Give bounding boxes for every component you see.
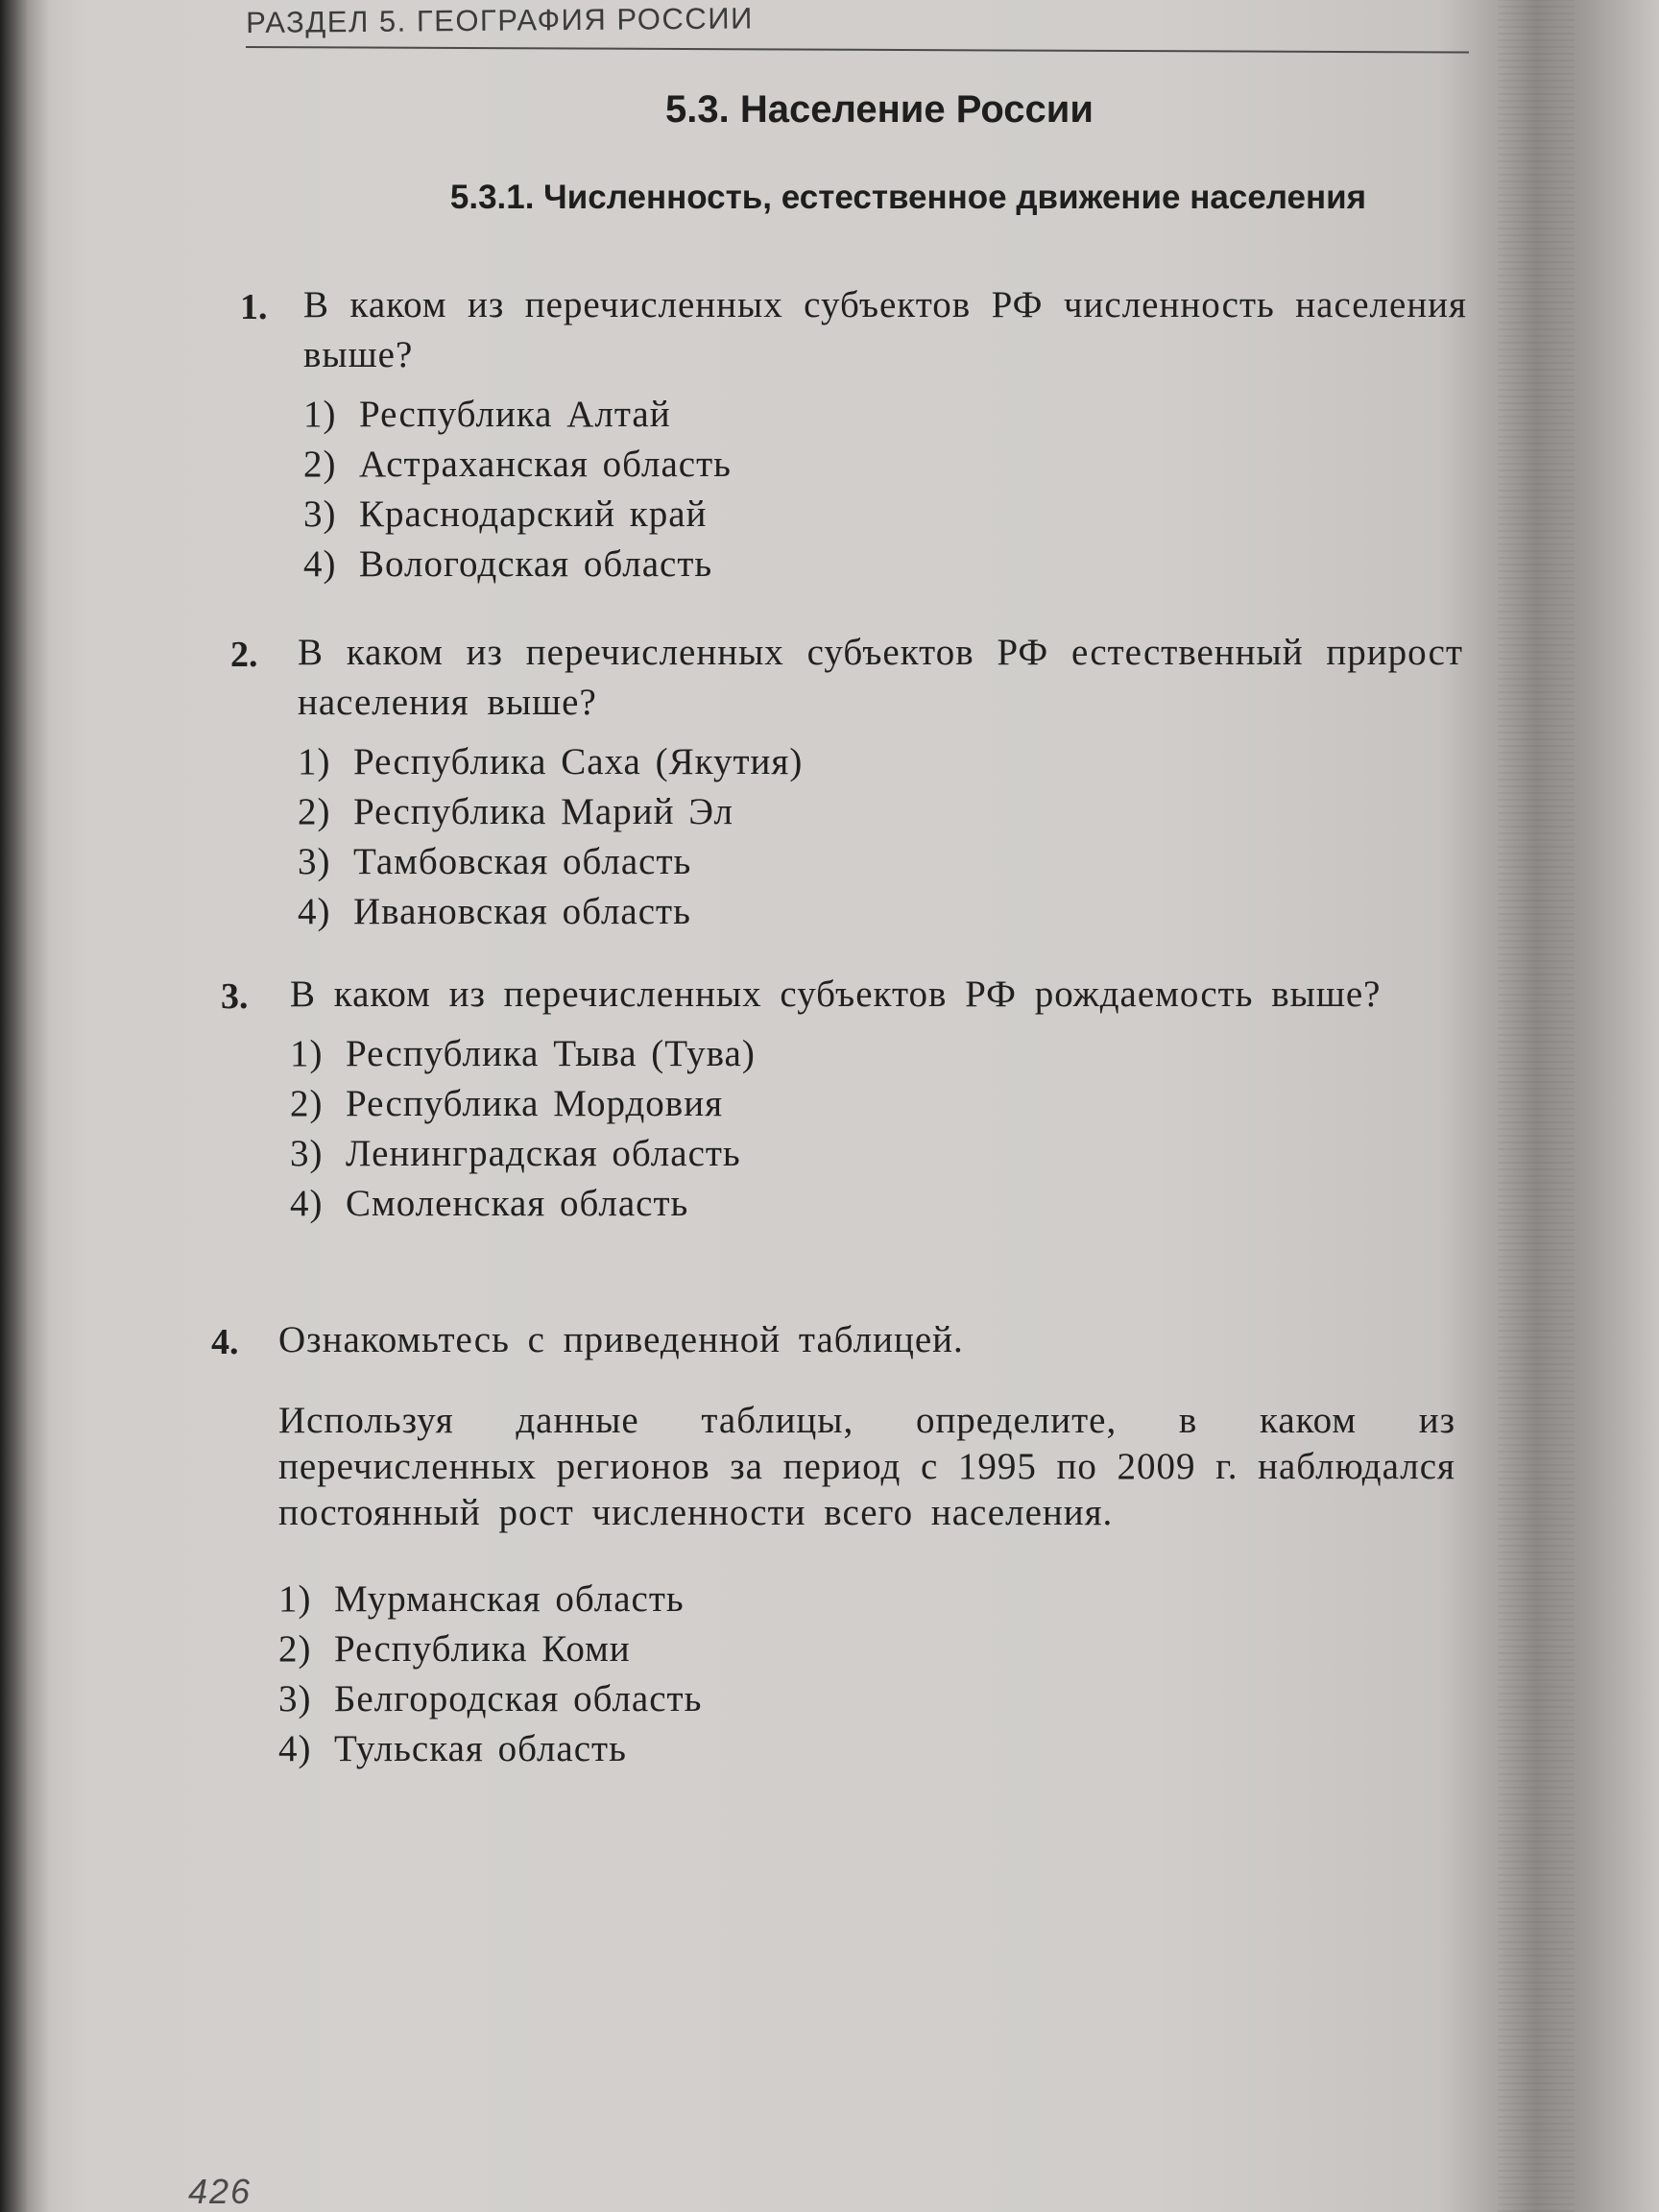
answer-option [298, 737, 1463, 787]
answer-label: Тамбовская область [353, 841, 692, 882]
answer-label: Ивановская область [353, 891, 691, 932]
answer-number: 2) [290, 1083, 324, 1124]
answer-number: 2) [298, 791, 331, 832]
answer-label: Смоленская область [346, 1183, 689, 1224]
answer-label: Республика Марий Эл [353, 791, 733, 832]
page-number: 426 [188, 2172, 252, 2211]
question-number: 3. [221, 976, 249, 1017]
answer-option [290, 1029, 1459, 1079]
question-text: В каком из перечисленных субъектов РФ естественный прирост населения выше? [298, 632, 1463, 723]
answer-label: Республика Коми [334, 1628, 631, 1670]
answer-label: Краснодарский край [359, 493, 708, 535]
answer-number: 1) [290, 1033, 324, 1074]
answer-number: 3) [298, 841, 331, 882]
answer-number: 3) [303, 493, 337, 535]
answer-list [303, 390, 1467, 589]
answer-option [298, 887, 1463, 937]
question-3 [221, 970, 1459, 1229]
answer-number: 4) [303, 543, 337, 585]
answer-list [278, 1575, 1455, 1774]
answer-list [298, 737, 1463, 937]
question-1 [240, 280, 1467, 589]
answer-label: Мурманская область [334, 1578, 685, 1620]
answer-label: Республика Алтай [359, 394, 671, 435]
answer-option [303, 490, 1467, 540]
answer-option [303, 440, 1467, 490]
answer-option [298, 837, 1463, 887]
question-text: Ознакомьтесь с приведенной таблицей. [278, 1319, 964, 1360]
answer-list [290, 1029, 1459, 1229]
answer-option [290, 1129, 1459, 1179]
answer-number: 4) [278, 1728, 312, 1769]
question-2 [230, 628, 1463, 937]
answer-option [278, 1624, 1455, 1674]
question-paragraph: Используя данные таблицы, определите, в каком из перечисленных регионов за период с 1995 по 2009 г. наблюдался постоянный рост численности всего населения. [278, 1400, 1455, 1533]
answer-option [290, 1079, 1459, 1129]
answer-number: 2) [303, 444, 337, 485]
answer-label: Вологодская область [359, 543, 713, 585]
answer-option [278, 1575, 1455, 1624]
question-4 [211, 1315, 1455, 1774]
answer-number: 1) [298, 741, 331, 782]
answer-label: Белгородская область [334, 1678, 703, 1719]
answer-label: Тульская область [334, 1728, 627, 1769]
answer-option [278, 1724, 1455, 1774]
answer-number: 4) [298, 891, 331, 932]
answer-option [278, 1674, 1455, 1724]
question-text: В каком из перечисленных субъектов РФ численность населения выше? [303, 284, 1467, 375]
answer-option [303, 390, 1467, 440]
answer-number: 1) [278, 1578, 312, 1620]
answer-label: Астраханская область [359, 444, 732, 485]
section-title: 5.3. Население России [665, 88, 1094, 131]
answer-label: Республика Тыва (Тува) [346, 1033, 756, 1074]
answer-number: 3) [278, 1678, 312, 1719]
answer-number: 3) [290, 1133, 324, 1174]
answer-label: Ленинградская область [346, 1133, 741, 1174]
answer-number: 1) [303, 394, 337, 435]
answer-option [303, 540, 1467, 589]
question-text: В каком из перечисленных субъектов РФ рождаемость выше? [290, 974, 1382, 1015]
answer-label: Республика Саха (Якутия) [353, 741, 804, 782]
question-number: 4. [211, 1322, 239, 1362]
answer-option [298, 787, 1463, 837]
subsection-title: 5.3.1. Численность, естественное движение населения [449, 179, 1367, 216]
running-head: РАЗДЕЛ 5. ГЕОГРАФИЯ РОССИИ [246, 1, 754, 39]
answer-label: Республика Мордовия [346, 1083, 724, 1124]
header-rule [246, 46, 1469, 54]
answer-number: 2) [278, 1628, 312, 1670]
question-number: 2. [230, 635, 258, 675]
answer-option [290, 1179, 1459, 1229]
answer-number: 4) [290, 1183, 324, 1224]
question-number: 1. [240, 287, 268, 327]
